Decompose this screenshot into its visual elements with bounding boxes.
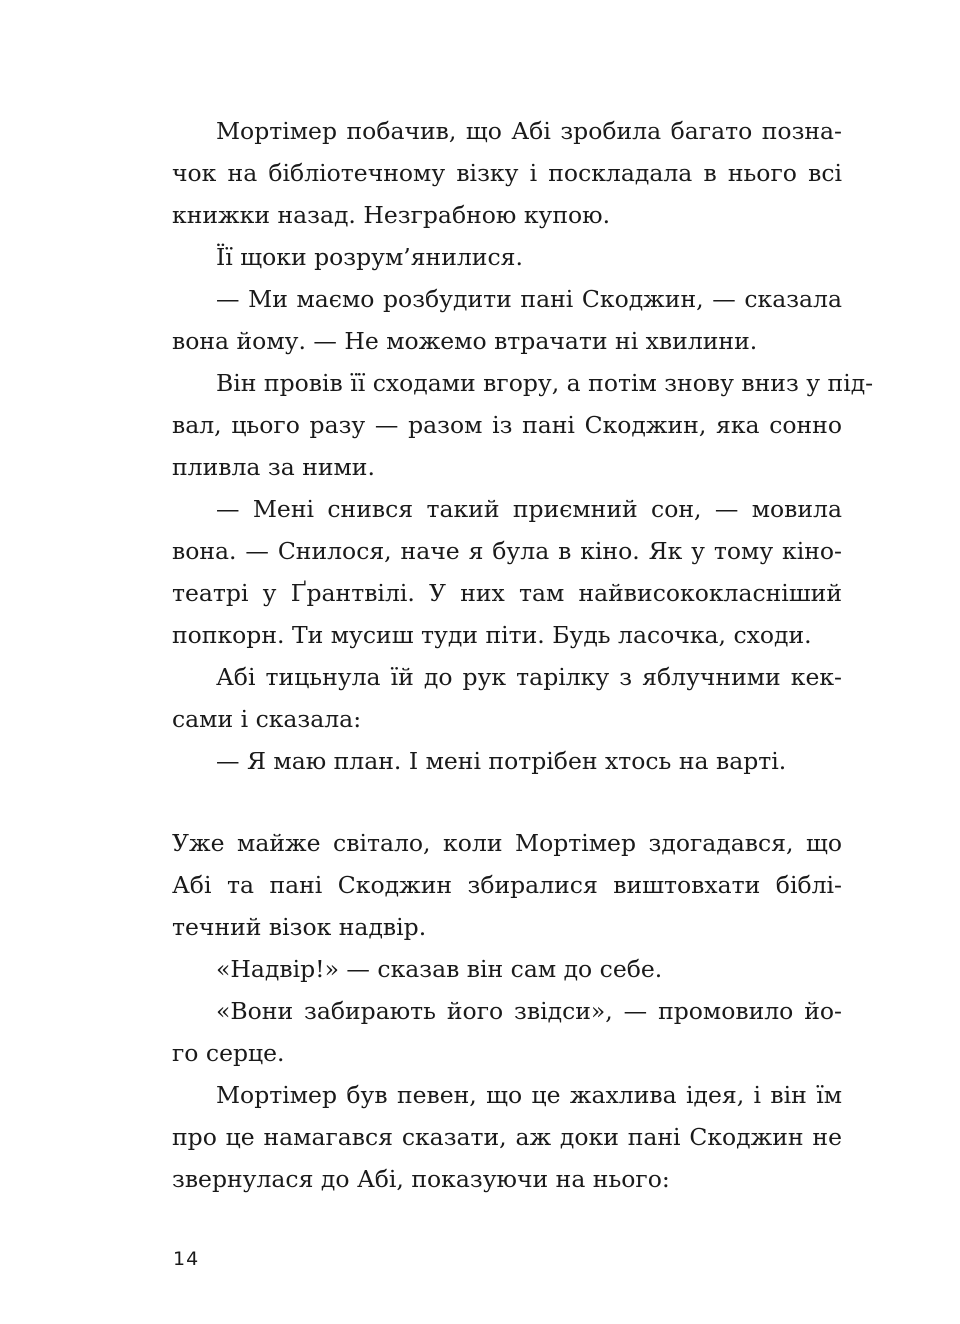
text-line: вона. — Снилося, наче я була в кіно. Як у тому кіно-: [172, 537, 842, 565]
paragraph: [172, 236, 842, 278]
page-body: [172, 110, 874, 1200]
paragraph: [172, 488, 842, 656]
text-line: звернулася до Абі, показуючи на нього:: [172, 1165, 670, 1193]
text-line: — Мені снився такий приємний сон, — мовила: [216, 495, 842, 523]
paragraph: [172, 362, 874, 488]
text-line: Уже майже світало, коли Мортімер здогадався, що: [172, 829, 842, 857]
paragraph: [172, 656, 842, 740]
text-line: книжки назад. Незграбною купою.: [172, 201, 611, 229]
text-line: «Надвір!» — сказав він сам до себе.: [216, 955, 663, 983]
text-line: Він провів її сходами вгору, а потім знову вниз у під-: [216, 369, 874, 397]
paragraph: [172, 822, 842, 948]
text-line: Абі тицьнула їй до рук тарілку з яблучними кек-: [216, 663, 842, 691]
text-line: «Вони забирають його звідси», — промовило йо-: [216, 997, 842, 1025]
text-line: Мортімер був певен, що це жахлива ідея, і він їм: [216, 1081, 842, 1109]
text-line: Мортімер побачив, що Абі зробила багато позна-: [216, 117, 842, 145]
text-line: чок на бібліотечному візку і поскладала в нього всі: [172, 159, 842, 187]
text-line: Абі та пані Скоджин збиралися виштовхати біблі-: [172, 871, 842, 899]
paragraph: [172, 278, 842, 362]
paragraph: [172, 110, 842, 236]
text-line: про це намагався сказати, аж доки пані Скоджин не: [172, 1123, 842, 1151]
text-line: — Я маю план. І мені потрібен хтось на варті.: [216, 747, 787, 775]
text-line: сами і сказала:: [172, 705, 362, 733]
text-line: пливла за ними.: [172, 453, 375, 481]
text-line: го серце.: [172, 1039, 285, 1067]
page-number: 14: [173, 1248, 200, 1270]
text-line: попкорн. Ти мусиш туди піти. Будь ласочка, сходи.: [172, 621, 812, 649]
text-line: театрі у Ґрантвілі. У них там найвисококласніший: [172, 579, 842, 607]
paragraph: [172, 948, 842, 990]
paragraph: [172, 1074, 842, 1200]
text-line: течний візок надвір.: [172, 913, 427, 941]
paragraph: [172, 740, 842, 782]
text-line: — Ми маємо розбудити пані Скоджин, — сказала: [216, 285, 842, 313]
section-break: [172, 782, 842, 822]
text-line: вона йому. — Не можемо втрачати ні хвилини.: [172, 327, 758, 355]
paragraph: [172, 990, 842, 1074]
text-line: вал, цього разу — разом із пані Скоджин, яка сонно: [172, 411, 842, 439]
text-line: Її щоки розрум’янилися.: [216, 243, 523, 271]
